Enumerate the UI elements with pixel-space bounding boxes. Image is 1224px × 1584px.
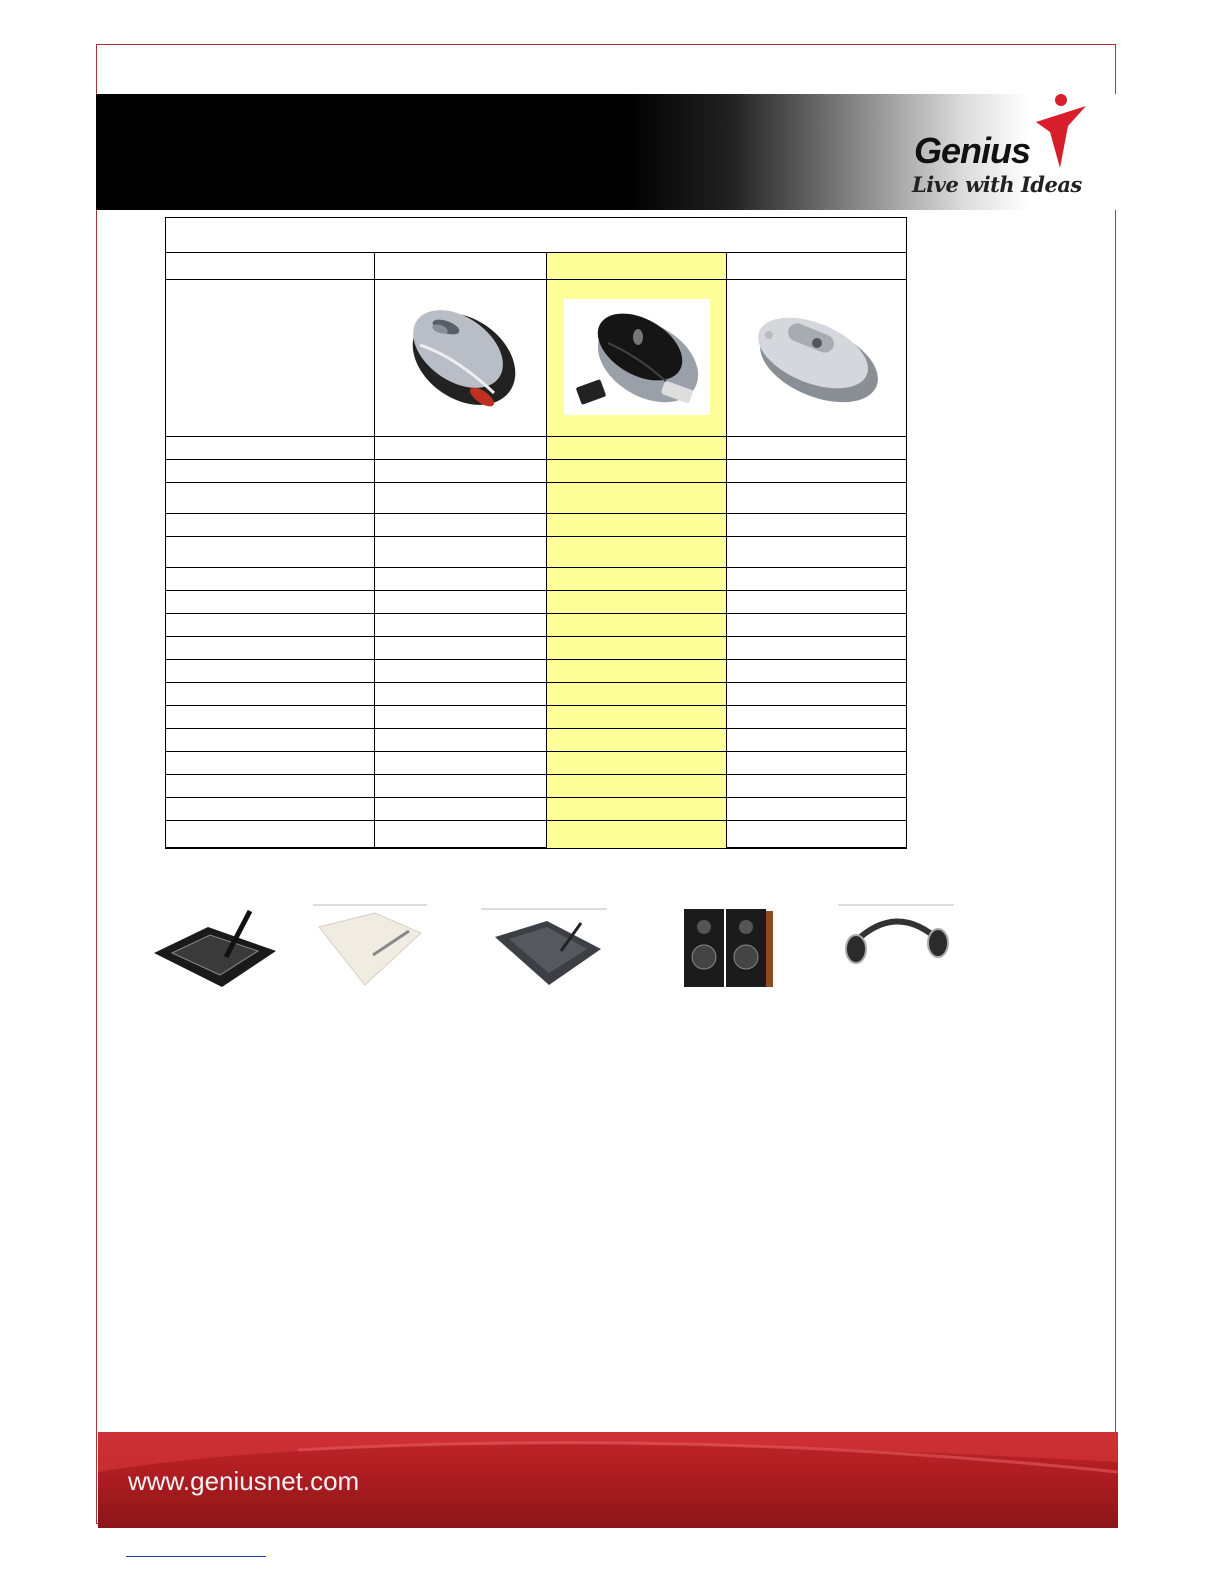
table-cell bbox=[727, 660, 907, 683]
table-cell bbox=[166, 775, 375, 798]
table-row bbox=[166, 637, 907, 660]
table-cell bbox=[375, 706, 547, 729]
genius-figure-icon bbox=[1028, 92, 1088, 172]
table-cell bbox=[547, 637, 727, 660]
table-row bbox=[166, 683, 907, 706]
table-cell bbox=[727, 483, 907, 514]
table-cell bbox=[166, 798, 375, 821]
footer-band bbox=[98, 1432, 1118, 1528]
table-cell bbox=[166, 729, 375, 752]
table-cell bbox=[375, 798, 547, 821]
table-cell bbox=[547, 752, 727, 775]
table-cell bbox=[375, 614, 547, 637]
table-cell bbox=[727, 614, 907, 637]
table-row bbox=[166, 706, 907, 729]
table-cell bbox=[727, 729, 907, 752]
table-row bbox=[166, 660, 907, 683]
table-cell bbox=[727, 568, 907, 591]
table-cell bbox=[727, 706, 907, 729]
comparison-table bbox=[165, 217, 907, 849]
table-row bbox=[166, 514, 907, 537]
table-cell bbox=[375, 775, 547, 798]
table-row bbox=[166, 821, 907, 849]
table-cell bbox=[166, 437, 375, 460]
mouse-silver-notebook-icon bbox=[747, 297, 887, 417]
table-cell bbox=[547, 821, 727, 849]
table-cell bbox=[375, 821, 547, 849]
table-row bbox=[166, 591, 907, 614]
table-cell bbox=[727, 683, 907, 706]
drawing-tablet-white-icon bbox=[313, 903, 427, 995]
table-cell bbox=[375, 752, 547, 775]
table-cell bbox=[375, 483, 547, 514]
product-image-cell bbox=[375, 280, 547, 437]
table-cell bbox=[375, 514, 547, 537]
table-cell bbox=[547, 683, 727, 706]
genius-logo bbox=[908, 92, 1088, 202]
table-cell bbox=[727, 437, 907, 460]
drawing-tablet-black-icon bbox=[146, 905, 280, 995]
table-cell bbox=[166, 483, 375, 514]
brand-tagline: Live with Ideas bbox=[912, 172, 1082, 197]
mouse-silver-black-icon bbox=[396, 297, 526, 417]
table-cell bbox=[727, 460, 907, 483]
table-cell bbox=[166, 591, 375, 614]
label-cell bbox=[166, 280, 375, 437]
table-cell bbox=[547, 706, 727, 729]
table-cell bbox=[547, 660, 727, 683]
table-cell bbox=[727, 514, 907, 537]
brand-name: Genius bbox=[914, 130, 1031, 171]
spec-table bbox=[165, 217, 906, 849]
table-cell bbox=[547, 568, 727, 591]
wooden-speakers-icon bbox=[682, 905, 774, 989]
table-cell bbox=[547, 514, 727, 537]
table-row bbox=[166, 729, 907, 752]
table-row bbox=[166, 483, 907, 514]
table-cell bbox=[166, 514, 375, 537]
table-cell bbox=[375, 683, 547, 706]
table-cell bbox=[547, 729, 727, 752]
table-cell bbox=[547, 437, 727, 460]
table-cell bbox=[547, 537, 727, 568]
table-cell bbox=[547, 591, 727, 614]
table-cell bbox=[547, 483, 727, 514]
table-row bbox=[166, 460, 907, 483]
table-cell bbox=[375, 537, 547, 568]
table-cell bbox=[166, 537, 375, 568]
table-cell bbox=[727, 591, 907, 614]
header-cell bbox=[727, 253, 907, 280]
table-cell bbox=[547, 460, 727, 483]
table-cell bbox=[727, 752, 907, 775]
footer-website-link[interactable]: www.geniusnet.com bbox=[128, 1466, 360, 1496]
table-cell bbox=[166, 460, 375, 483]
product-image-row bbox=[166, 280, 907, 437]
table-row bbox=[166, 437, 907, 460]
related-products bbox=[0, 895, 1224, 1005]
table-cell bbox=[166, 821, 375, 849]
table-row bbox=[166, 775, 907, 798]
table-row bbox=[166, 752, 907, 775]
table-cell bbox=[547, 775, 727, 798]
table-row bbox=[166, 798, 907, 821]
table-cell bbox=[727, 775, 907, 798]
table-cell bbox=[375, 729, 547, 752]
table-cell bbox=[166, 752, 375, 775]
table-cell bbox=[375, 460, 547, 483]
table-cell bbox=[375, 437, 547, 460]
table-row bbox=[166, 568, 907, 591]
mouse-black-silver-receiver-icon bbox=[564, 299, 710, 415]
drawing-tablet-slim-icon bbox=[481, 907, 607, 991]
header-cell bbox=[166, 253, 375, 280]
header-cell bbox=[547, 253, 727, 280]
table-cell bbox=[166, 614, 375, 637]
table-cell bbox=[166, 660, 375, 683]
table-cell bbox=[375, 591, 547, 614]
table-cell bbox=[375, 637, 547, 660]
product-image-cell bbox=[727, 280, 907, 437]
table-cell bbox=[547, 798, 727, 821]
table-cell bbox=[375, 568, 547, 591]
table-cell bbox=[727, 798, 907, 821]
table-cell bbox=[727, 821, 907, 849]
table-cell bbox=[166, 637, 375, 660]
table-row bbox=[166, 614, 907, 637]
product-image-cell bbox=[547, 280, 727, 437]
table-cell bbox=[547, 614, 727, 637]
headphones-icon bbox=[838, 903, 954, 973]
table-cell bbox=[727, 537, 907, 568]
table-cell bbox=[166, 683, 375, 706]
table-cell bbox=[727, 637, 907, 660]
table-title-row bbox=[166, 218, 907, 253]
header-cell bbox=[375, 253, 547, 280]
table-header-row bbox=[166, 253, 907, 280]
table-title bbox=[166, 218, 907, 253]
table-cell bbox=[166, 568, 375, 591]
table-cell bbox=[375, 660, 547, 683]
table-row bbox=[166, 537, 907, 568]
table-cell bbox=[166, 706, 375, 729]
footer-underline bbox=[126, 1556, 266, 1557]
